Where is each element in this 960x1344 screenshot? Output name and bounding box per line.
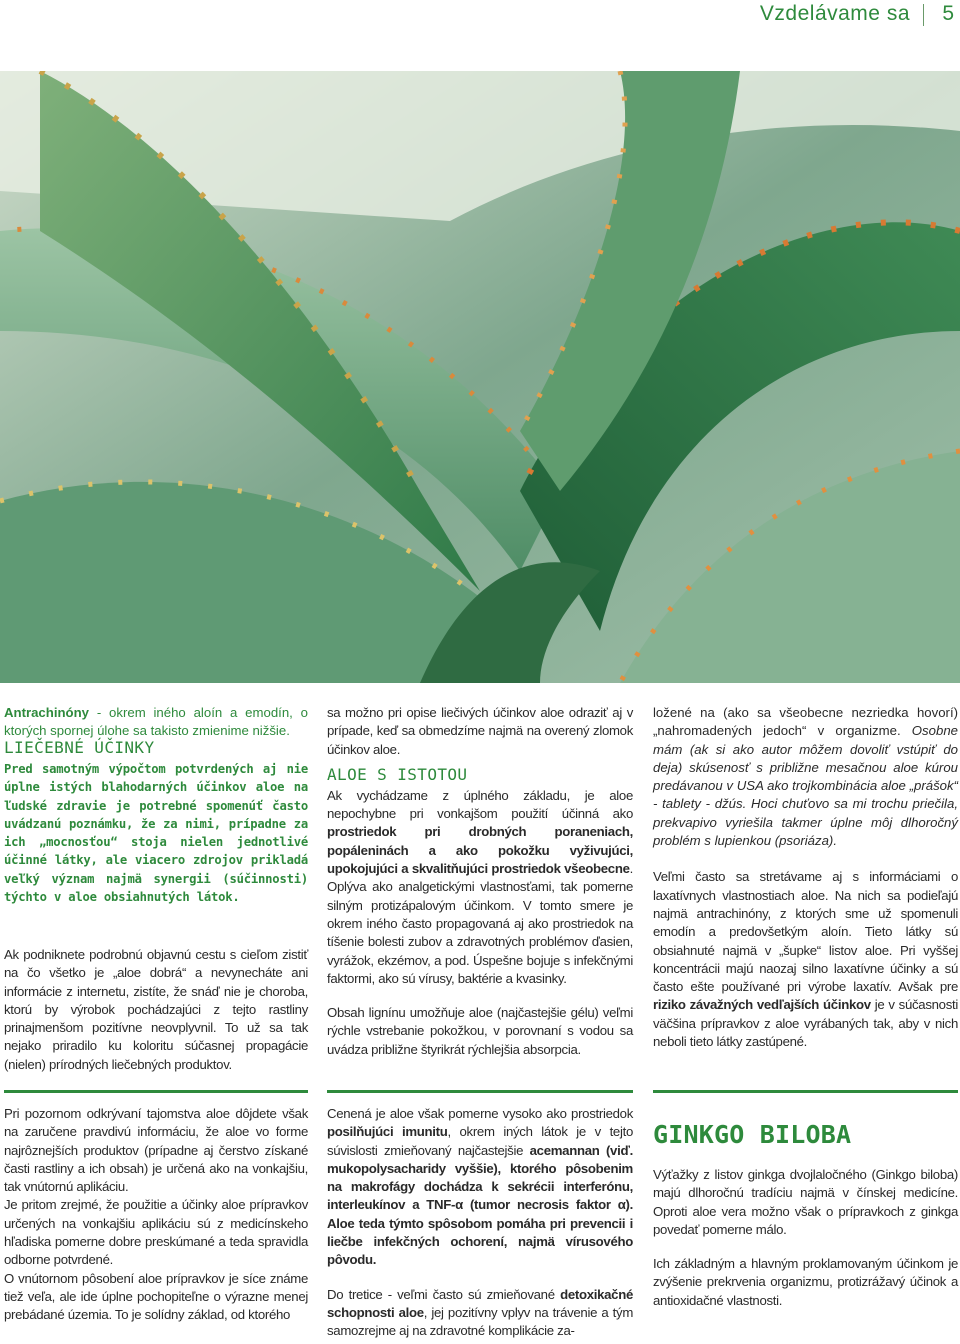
paragraph	[327, 787, 633, 988]
paragraph: sa možno pri opise liečivých účinkov aloe odraziť aj v prípade, keď sa obmedzíme najmä na overený zlomok účinkov aloe.	[327, 705, 633, 757]
column-1-body	[4, 738, 308, 906]
text-run: , jej pozitívny vplyv na trávenie a tým samozrejme aj na zdravotné komplikácie za-	[327, 1304, 634, 1339]
text-run: Cenená je aloe však pomerne vysoko ako prostriedok	[327, 1106, 633, 1121]
intro-term: Antrachinóny	[4, 705, 89, 720]
header-divider	[923, 4, 924, 26]
paragraph: O vnútornom pôsobení aloe prípravkov je síce známe tiež veľa, ale ide úplne pochopiteľne o výrazne menej prebádané územia. To je solídny základ, od ktorého	[4, 1270, 308, 1323]
paragraph: Ich základným a hlavným proklamovaným účinkom je zvýšenie prekrvenia organizmu, protizrážavý účinok a antioxidačné vlastnosti.	[653, 1256, 958, 1308]
aloe-plant-photo	[0, 71, 960, 683]
heading-liecebne-ucinky: LIEČEBNÉ ÚČINKY	[4, 738, 155, 757]
paragraph	[327, 1105, 633, 1270]
column-1-text	[4, 946, 308, 1074]
text-run: Ak vychádzame z úplného základu, je aloe nepochybne pri vonkajšom použití účinná ako	[327, 787, 633, 822]
text-run-bold: riziko závažných vedľajších účinkov	[653, 997, 871, 1013]
column-3	[653, 704, 958, 1051]
page-number: 5	[942, 2, 954, 25]
column-2-lower	[327, 1105, 633, 1341]
paragraph	[327, 1286, 633, 1341]
text-run: je v súčasnosti väčšina prípravkov z aloe vyrábaných tak, aby v nich neboli tieto látky zastúpené.	[653, 997, 958, 1050]
text-run: . Oplýva ako analgetickými vlastnosťami, tak pomerne silným protizápalovým účinkom. V tomto smere je okrem iného často propagovaná aj ako prostriedok na tíšenie bolesti zubov a zdravotných problémov ďasien, vyrážok, ekzémov, a pod. Úspešne bojuje s infekčnými faktormi, ako sú vírusy, baktérie a kvasinky.	[327, 861, 633, 986]
paragraph: Je pritom zrejmé, že použitie a účinky aloe prípravkov určených na vonkajšiu aplikáciu sú z medicínskeho hľadiska pomerne dobre preskúmané a teda spravidla odborne potvrdené.	[4, 1197, 308, 1268]
paragraph	[653, 868, 958, 1051]
column-1-lower	[4, 1105, 308, 1325]
text-run-italic: Osobne mám (ak si ako autor môžem dovoliť vstúpiť do deja) skúsenosť s približne mesačnou aloe kúrou predávanou v USA ako trojkombinácia aloe „prášok“ - tablety - džús. Hoci chuťovo sa mi trochu priečila, prekvapivo vyriešila takmer úplne môj dlhoročný problém s lupienkou (psoriáza).	[653, 723, 958, 849]
heading-aloe-s-istotou: ALOE S ISTOTOU	[327, 764, 468, 784]
paragraph: Pri pozornom odkrývaní tajomstva aloe dôjdete však na zaručene pravdivú informáciu, že aloe vo forme najrôznejších produktov (prípadne aj čerstvo získané časti rastliny a ich obsah) je určená ako na vonkajšiu, tak vnútornú aplikáciu.	[4, 1106, 308, 1195]
column-1	[4, 704, 308, 741]
text-run-bold: acemannan (viď. mukopolysacharidy vyššie), ktorého pôsobenim na makrofágy dochádza k sekrécii interferónu, interleukínov a TNF-α (tumor necrosis faktor α). Aloe teda týmto spôsobom pomáha pri prevencii i liečbe infekčných ochorení, najmä vírusového pôvodu.	[327, 1142, 634, 1268]
text-run-bold: posilňujúci imunitu	[327, 1124, 448, 1140]
text-run: Veľmi často sa stretávame aj s informáciami o laxatívnych vlastnostiach aloe. Na nich sa podieľajú najmä antrachinóny, z ktorých sme už spomenuli emodín a predovšetkým aloín. Tieto látky sú obsiahnuté najmä v „šupke“ listov aloe. Pri vyššej koncentrácii majú naozaj silno laxatívne účinky a sú často ešte používané pri výrobe laxatív. Avšak pre	[653, 869, 958, 995]
paragraph: Ak podniknete podrobnú objavnú cestu s cieľom zistiť na čo všetko je „aloe dobrá“ a nevynecháte ani informácie z internetu, zistíte, že snáď nie je choroba, ktorú by výrobok pochádzajúci z tejto rastliny prinajmenšom pozitívne neovplyvnil. To už sa tak nejako priradilo ku koloritu súčasnej propagácie (nielen) prírodných liečebných produktov.	[4, 947, 308, 1072]
paragraph	[653, 704, 958, 850]
text-run: Do tretice - veľmi často sú zmieňované	[327, 1286, 561, 1302]
paragraph: Výťažky z listov ginkga dvojlaločného (Ginkgo biloba) majú dlhoročnú tradíciu najmä v čínskej medicíne. Oproti aloe vera možno však o prípravkoch z ginkga povedať pomerne málo.	[653, 1167, 958, 1237]
heading-ginkgo-biloba: GINKGO BILOBA	[653, 1120, 852, 1149]
text-run: , okrem iných látok je v tejto súvislosti zmieňovaný najčastejšie	[327, 1124, 633, 1158]
text-run-bold: prostriedok pri drobných poraneniach, popáleninách a ako pokožku vyživujúci, upokojujúci a skvalitňujúci prostriedok všeobecne	[327, 824, 633, 877]
section-title: Vzdelávame sa	[759, 2, 910, 25]
intro-paragraph	[4, 704, 308, 741]
text-run: ložené na (ako sa všeobecne nezriedka hovorí) „nahromadených jedoch“ v organizme.	[653, 705, 958, 739]
lead-paragraph: Pred samotným výpočtom potvrdených aj nie úplne istých blahodarných účinkov aloe na ľudské zdravie je potrebné spomenúť často uvádzanú poznámku, že za nimi, prípadne za ich „mocnosťou“ stoja nielen jednotlivé účinné látky, ale viacero zdrojov prikladá veľký význam najmä synergii (súčinnosti) týchto v aloe obsiahnutých látok.	[4, 762, 308, 905]
intro-text: - okrem iného aloín a emodín, o ktorých spornej úlohe sa takisto zmienime nižšie.	[4, 705, 308, 739]
section-divider	[4, 1090, 308, 1093]
page-header	[0, 0, 960, 30]
paragraph: Obsah lignínu umožňuje aloe (najčastejšie gélu) veľmi rýchle vstrebanie pokožkou, v porovnaní s vodou sa uvádza približne štyrikrát rýchlejšia absorpcia.	[327, 1005, 633, 1057]
text-run-bold: detoxikačné schopnosti aloe	[327, 1286, 633, 1320]
column-2	[327, 704, 633, 1059]
section-divider	[653, 1090, 958, 1093]
column-3-lower	[653, 1120, 958, 1310]
section-divider	[327, 1090, 633, 1093]
